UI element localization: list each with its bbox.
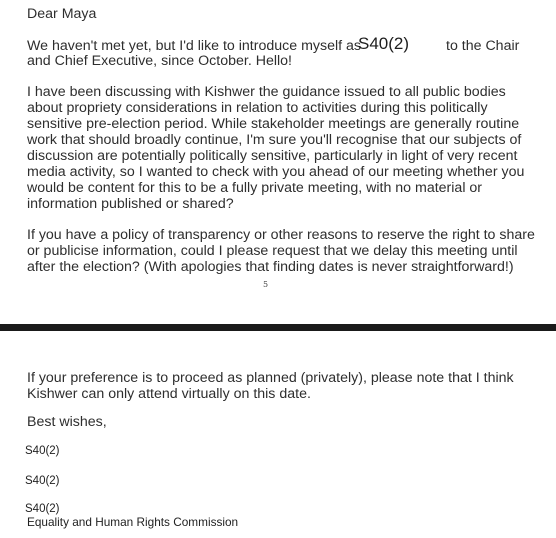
paragraph-line: information published or shared?: [27, 196, 234, 212]
paragraph-line: If you have a policy of transparency or other reasons to reserve the right to share: [27, 227, 535, 243]
email-page-2: [0, 331, 556, 538]
organisation-name: Equality and Human Rights Commission: [27, 515, 239, 529]
paragraph-line: about propriety considerations in relation to activities during this politically: [27, 100, 488, 116]
intro-text-part1: We haven't met yet, but I'd like to introduce myself as: [27, 38, 361, 54]
paragraph-line: Kishwer can only attend virtually on this date.: [27, 386, 311, 402]
intro-text-part2: to the Chair: [446, 38, 520, 54]
page-number: 5: [263, 280, 269, 289]
redaction-label: S40(2): [25, 445, 60, 457]
paragraph-line: work that should broadly continue, I'm sure you'll recognise that our subjects of: [27, 132, 522, 148]
salutation: Dear Maya: [27, 6, 97, 22]
redaction-label: S40(2): [25, 503, 60, 515]
redaction-label: S40(2): [358, 34, 410, 53]
paragraph-line: media activity, so I wanted to check with you ahead of our meeting whether you: [27, 164, 525, 180]
paragraph-line: would be content for this to be a fully private meeting, with no material or: [27, 180, 483, 196]
signoff: Best wishes,: [27, 414, 107, 430]
paragraph-line: I have been discussing with Kishwer the guidance issued to all public bodies: [27, 84, 506, 100]
paragraph-line: If your preference is to proceed as planned (privately), please note that I think: [27, 370, 514, 386]
page-divider: [0, 324, 556, 331]
intro-line-2: and Chief Executive, since October. Hello!: [27, 53, 292, 69]
paragraph-line: or publicise information, could I please request that we delay this meeting until: [27, 243, 518, 259]
paragraph-line: sensitive pre-election period. While stakeholder meetings are generally routine: [27, 116, 520, 132]
paragraph-line: discussion are potentially politically sensitive, particularly in light of very recent: [27, 148, 518, 164]
redaction-label: S40(2): [25, 475, 60, 487]
paragraph-line: after the election? (With apologies that finding dates is never straightforward!): [27, 259, 514, 275]
